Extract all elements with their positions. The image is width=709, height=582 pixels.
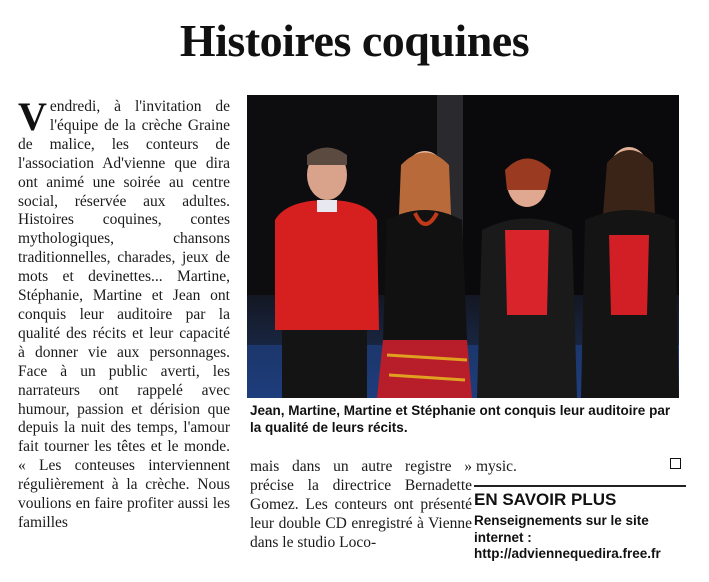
article-body-middle-column: [250, 458, 472, 553]
photo-caption: Jean, Martine, Martine et Stéphanie ont conquis leur auditoire par la qualité de leurs récits.: [250, 403, 671, 435]
savoir-plus-title: EN SAVOIR PLUS: [474, 490, 617, 509]
middle-column-text: mais dans un autre registre » précise la directrice Bernadette Gomez. Les conteurs ont présenté leur double CD enregistré à Vienne dans le studio Loco-: [250, 458, 472, 551]
article-body-left-column: [18, 94, 230, 533]
square-end-mark-icon: [670, 458, 681, 469]
savoir-plus-text: Renseignements sur le site internet :: [474, 513, 649, 545]
photo-illustration: [247, 95, 679, 398]
drop-cap: V: [18, 94, 47, 139]
article-headline: Histoires coquines: [179, 15, 530, 66]
right-column-text: mysic.: [476, 458, 517, 475]
article-body-right-column: [476, 458, 686, 477]
savoir-plus-url: http://adviennequedira.free.fr: [474, 546, 661, 561]
left-column-text: endredi, à l'invitation de l'équipe de la crèche Graine de malice, les conteurs de l'association Ad'vienne que dira ont animé une soirée au centre social, réservée aux adultes. Histoires coquines, contes mythologiques, chansons traditionnelles, charades, jeux de mots et devinettes... Martine, Stéphanie, Martine et Jean ont conquis leur auditoire par la qualité des récits et leur capacité à donner vie aux personnages. Face à un public averti, les narrateurs ont rappelé avec humour, passion et dérision que depuis la nuit des temps, l'amour fait tourner les têtes et le monde. « Les conteuses interviennent régulièrement à la crèche. Nous voulions en faire profiter aussi les familles: [18, 98, 230, 531]
section-divider: [474, 485, 686, 487]
article-photo: [247, 95, 679, 398]
